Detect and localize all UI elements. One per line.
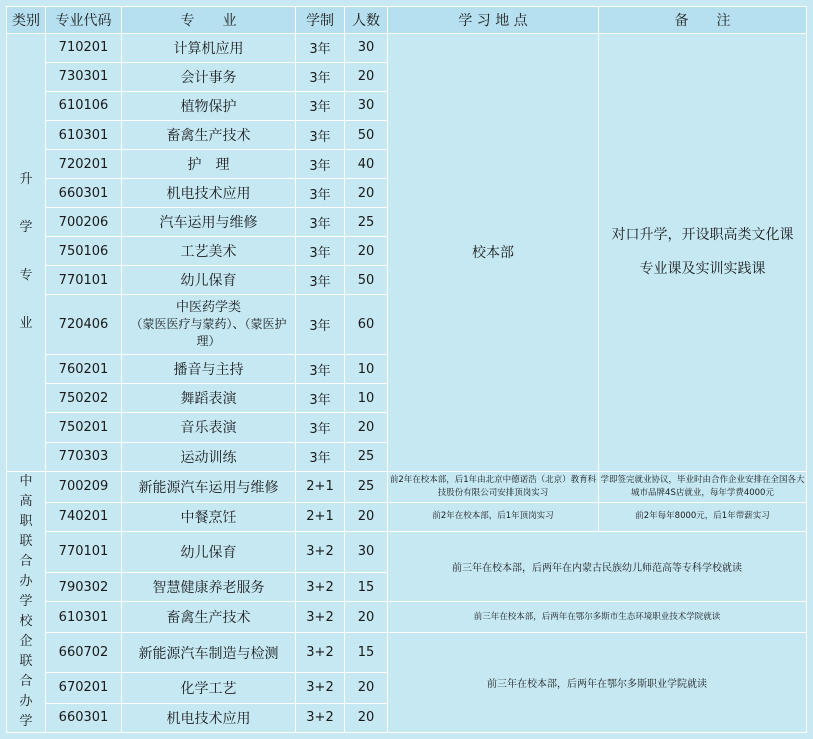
major-duration: 3+2 [296, 672, 345, 703]
joint-note: 前三年在校本部，后两年在鄂尔多斯市生态环境职业技术学院就读 [388, 602, 807, 633]
major-count: 20 [345, 237, 388, 266]
category-joint: 中 高 职 联 合 办 学 校 企 联 合 办 学 [7, 471, 46, 732]
major-code: 730301 [46, 62, 122, 91]
major-count: 60 [345, 295, 388, 355]
major-name: 中餐烹饪 [122, 502, 296, 531]
major-name: 计算机应用 [122, 33, 296, 62]
major-code: 720406 [46, 295, 122, 355]
major-duration: 3年 [296, 413, 345, 442]
remark-note: 前2年每年8000元，后1年带薪实习 [599, 502, 807, 531]
major-name: 新能源汽车运用与维修 [122, 471, 296, 502]
major-code: 660702 [46, 633, 122, 673]
header-remark: 备 注 [599, 7, 807, 34]
major-duration: 3年 [296, 208, 345, 237]
table-row [7, 531, 807, 573]
major-code: 610301 [46, 602, 122, 633]
table-row [7, 602, 807, 633]
major-count: 20 [345, 179, 388, 208]
location-main: 校本部 [388, 33, 599, 471]
major-count: 50 [345, 120, 388, 149]
major-count: 40 [345, 150, 388, 179]
major-count: 20 [345, 502, 388, 531]
table-row [7, 633, 807, 673]
major-duration: 3年 [296, 266, 345, 295]
major-count: 25 [345, 442, 388, 471]
major-name: 中医药学类 （蒙医医疗与蒙药）、（蒙医护理） [122, 295, 296, 355]
major-count: 50 [345, 266, 388, 295]
major-code: 750201 [46, 413, 122, 442]
major-duration: 3年 [296, 120, 345, 149]
major-duration: 2+1 [296, 502, 345, 531]
major-code: 700206 [46, 208, 122, 237]
major-duration: 3年 [296, 179, 345, 208]
major-name: 汽车运用与维修 [122, 208, 296, 237]
major-duration: 3年 [296, 295, 345, 355]
major-count: 30 [345, 91, 388, 120]
major-code: 660301 [46, 703, 122, 732]
joint-note: 前三年在校本部，后两年在鄂尔多斯职业学院就读 [388, 633, 807, 733]
major-count: 10 [345, 384, 388, 413]
header-location: 学 习 地 点 [388, 7, 599, 34]
major-name: 播音与主持 [122, 355, 296, 384]
table-row [7, 33, 807, 62]
major-duration: 3年 [296, 384, 345, 413]
major-code: 750106 [46, 237, 122, 266]
major-name: 机电技术应用 [122, 703, 296, 732]
table-row [7, 471, 807, 502]
joint-note: 前三年在校本部，后两年在内蒙古民族幼儿师范高等专科学校就读 [388, 531, 807, 602]
major-code: 770101 [46, 266, 122, 295]
major-duration: 3+2 [296, 573, 345, 602]
major-code: 770303 [46, 442, 122, 471]
major-count: 20 [345, 602, 388, 633]
major-duration: 3+2 [296, 531, 345, 573]
major-duration: 3年 [296, 91, 345, 120]
header-count: 人数 [345, 7, 388, 34]
major-duration: 3年 [296, 442, 345, 471]
major-duration: 3年 [296, 237, 345, 266]
major-count: 10 [345, 355, 388, 384]
major-count: 30 [345, 531, 388, 573]
major-code: 700209 [46, 471, 122, 502]
remark-note: 学即签完就业协议，毕业时由合作企业安排在全国各大城市品牌4S店就业，每年学费4000元 [599, 471, 807, 502]
major-count: 20 [345, 703, 388, 732]
major-code: 670201 [46, 672, 122, 703]
major-code: 770101 [46, 531, 122, 573]
major-duration: 2+1 [296, 471, 345, 502]
major-count: 20 [345, 62, 388, 91]
major-name: 舞蹈表演 [122, 384, 296, 413]
major-name: 机电技术应用 [122, 179, 296, 208]
major-code: 710201 [46, 33, 122, 62]
major-duration: 3+2 [296, 703, 345, 732]
major-name: 畜禽生产技术 [122, 120, 296, 149]
enrollment-table [6, 6, 807, 733]
major-count: 20 [345, 413, 388, 442]
major-duration: 3+2 [296, 633, 345, 673]
major-name: 运动训练 [122, 442, 296, 471]
major-duration: 3年 [296, 150, 345, 179]
major-name: 幼儿保育 [122, 266, 296, 295]
header-row [7, 7, 807, 34]
major-duration: 3年 [296, 355, 345, 384]
major-name: 幼儿保育 [122, 531, 296, 573]
major-name: 智慧健康养老服务 [122, 573, 296, 602]
major-code: 790302 [46, 573, 122, 602]
category-upgrade: 升 学 专 业 [7, 33, 46, 471]
major-code: 750202 [46, 384, 122, 413]
header-major: 专 业 [122, 7, 296, 34]
major-name: 新能源汽车制造与检测 [122, 633, 296, 673]
major-count: 15 [345, 573, 388, 602]
header-category: 类别 [7, 7, 46, 34]
major-duration: 3+2 [296, 602, 345, 633]
major-code: 760201 [46, 355, 122, 384]
table-row [7, 502, 807, 531]
major-code: 610106 [46, 91, 122, 120]
major-name: 植物保护 [122, 91, 296, 120]
major-code: 610301 [46, 120, 122, 149]
major-name: 护 理 [122, 150, 296, 179]
major-name: 畜禽生产技术 [122, 602, 296, 633]
major-duration: 3年 [296, 33, 345, 62]
major-count: 25 [345, 471, 388, 502]
major-name: 化学工艺 [122, 672, 296, 703]
major-code: 660301 [46, 179, 122, 208]
major-code: 720201 [46, 150, 122, 179]
table-body [7, 33, 807, 732]
major-name: 会计事务 [122, 62, 296, 91]
major-count: 20 [345, 672, 388, 703]
header-code: 专业代码 [46, 7, 122, 34]
location-note: 前2年在校本部，后1年由北京中德诺浩（北京）教育科技股份有限公司安排顶岗实习 [388, 471, 599, 502]
major-name: 工艺美术 [122, 237, 296, 266]
remark-main: 对口升学，开设职高类文化课 专业课及实训实践课 [599, 33, 807, 471]
major-name: 音乐表演 [122, 413, 296, 442]
major-count: 25 [345, 208, 388, 237]
major-code: 740201 [46, 502, 122, 531]
location-note: 前2年在校本部，后1年顶岗实习 [388, 502, 599, 531]
major-duration: 3年 [296, 62, 345, 91]
major-count: 30 [345, 33, 388, 62]
major-count: 15 [345, 633, 388, 673]
header-duration: 学制 [296, 7, 345, 34]
